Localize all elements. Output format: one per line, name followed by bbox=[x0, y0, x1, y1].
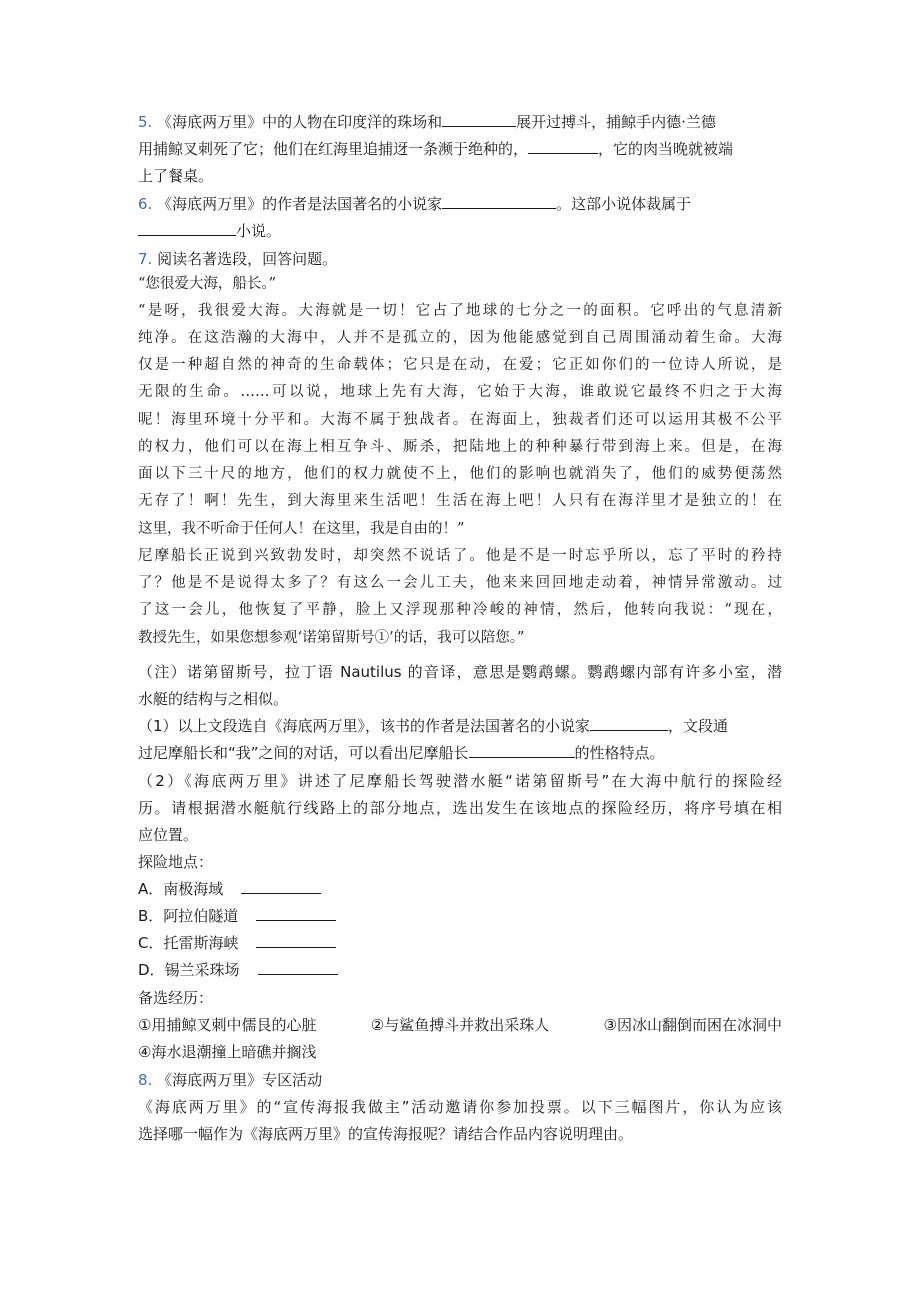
q7-sub2-line-2: 历。请根据潜水艇航行线路上的部分地点，选出发生在该地点的探险经历，将序号填在相 bbox=[138, 799, 782, 817]
place-label: D．锡兰采珠场 bbox=[138, 961, 240, 979]
q7-line-title bbox=[138, 246, 782, 273]
q5-text-1b: 展开过搏斗，捕鲸手内德·兰德 bbox=[516, 113, 716, 131]
q7-sub1-text-2a: 过尼摩船长和“我”之间的对话，可以看出尼摩船长 bbox=[138, 744, 469, 762]
q5-text-2a: 用捕鲸叉刺死了它；他们在红海里追捕迓一条濒于绝种的， bbox=[138, 140, 529, 158]
q5-line-3 bbox=[138, 163, 782, 190]
q7-passage-line: 这里，我不听命于任何人！在这里，我是自由的！” bbox=[138, 521, 465, 537]
options-row-2 bbox=[138, 1039, 782, 1066]
q5-number: 5. bbox=[138, 113, 153, 131]
q6-text-1a: 《海底两万里》的作者是法国著名的小说家 bbox=[157, 195, 443, 213]
q5-text-1a: 《海底两万里》中的人物在印度洋的珠场和 bbox=[157, 113, 443, 131]
q7-title: 阅读名著选段，回答问题。 bbox=[157, 250, 338, 268]
q6-number: 6. bbox=[138, 195, 153, 213]
q8-line-title bbox=[138, 1067, 782, 1094]
place-label: A．南极海域 bbox=[138, 880, 224, 898]
place-label: B．阿拉伯隧道 bbox=[138, 907, 239, 925]
q7-passage-line: 纯净。在这浩瀚的大海中，人并不是孤立的，因为他能感觉到自己周围涌动着生命。大海 bbox=[138, 330, 782, 346]
q7-number: 7. bbox=[138, 250, 153, 268]
q7-sub2-line-1: （2）《海底两万里》讲述了尼摩船长驾驶潜水艇“诺第留斯号”在大海中航行的探险经 bbox=[138, 772, 782, 790]
q6-text-2: 小说。 bbox=[236, 222, 282, 240]
q8-line-1: 《海底两万里》的“宣传海报我做主”活动邀请你参加投票。以下三幅图片，你认为应该 bbox=[138, 1098, 782, 1116]
place-item bbox=[138, 930, 782, 957]
q7-note-line-2: 水艇的结构与之相似。 bbox=[138, 690, 289, 708]
q6-line-2 bbox=[138, 218, 782, 245]
q5-text-2b: ，它的肉当晚就被端 bbox=[598, 140, 734, 158]
q7-passage-line: 的权力，他们可以在海上相互争斗、厮杀，把陆地上的种种暴行带到海上来。但是，在海 bbox=[138, 439, 782, 455]
q7-sub1-text-1a: （1）以上文段选自《海底两万里》，该书的作者是法国著名的小说家 bbox=[138, 717, 591, 735]
place-label: C．托雷斯海峡 bbox=[138, 934, 239, 952]
q7-sub1-line-1 bbox=[138, 713, 782, 740]
q7-passage-line: 尼摩船长正说到兴致勃发时，却突然不说话了。他是不是一时忘乎所以，忘了平时的矜持 bbox=[138, 548, 782, 564]
q7-passage-line: 无限的生命。……可以说，地球上先有大海，它始于大海，谁敢说它最终不归之于大海 bbox=[138, 384, 782, 400]
q6-blank-1[interactable] bbox=[442, 192, 556, 209]
q7-passage-line: 了？他是不是说得太多了？有这么一会儿工夫，他来来回回地走动着，神情异常激动。过 bbox=[138, 575, 782, 591]
q7-passage-line: “是呀，我很爱大海。大海就是一切！它占了地球的七分之一的面积。它呼出的气息清新 bbox=[138, 303, 782, 319]
option-item: ③因冰山翻倒而困在冰洞中 bbox=[603, 1016, 782, 1034]
q7-sub1-line-2 bbox=[138, 740, 782, 767]
q8-number: 8. bbox=[138, 1071, 153, 1089]
q7-passage-line: 教授先生，如果您想参观‘诺第留斯号①’的话，我可以陪您。” bbox=[138, 630, 525, 646]
place-answer-blank[interactable] bbox=[241, 877, 321, 894]
q5-text-3: 上了餐桌。 bbox=[138, 167, 214, 185]
options-row-1 bbox=[138, 1012, 782, 1039]
place-item bbox=[138, 957, 782, 984]
q7-passage-line: 仅是一种超自然的神奇的生命载体；它只是在动，在爱；它正如你们的一位诗人所说，是 bbox=[138, 357, 782, 373]
option-item: ④海水退潮撞上暗礁并搁浅 bbox=[138, 1043, 317, 1061]
options-label: 备选经历： bbox=[138, 989, 214, 1007]
place-answer-blank[interactable] bbox=[258, 958, 338, 975]
option-item: ①用捕鲸叉刺中儒艮的心脏 bbox=[138, 1016, 317, 1034]
q8-line-2: 选择哪一幅作为《海底两万里》的宣传海报呢？请结合作品内容说明理由。 bbox=[138, 1125, 634, 1143]
q8-title: 《海底两万里》专区活动 bbox=[157, 1071, 323, 1089]
place-item bbox=[138, 876, 782, 903]
q7-sub1-text-2b: 的性格特点。 bbox=[574, 744, 665, 762]
q7-passage-line: 了这一会儿，他恢复了平静，脸上又浮现那种冷峻的神情，然后，他转向我说：“现在， bbox=[138, 602, 782, 618]
q7-note-line-1: （注）诺第留斯号，拉丁语 Nautilus 的音译，意思是鹦鹉螺。鹦鹉螺内部有许多小室，潜 bbox=[138, 663, 782, 681]
q5-line-1 bbox=[138, 109, 782, 136]
place-answer-blank[interactable] bbox=[256, 931, 336, 948]
place-answer-blank[interactable] bbox=[256, 904, 336, 921]
q7-sub1-text-1b: ，文段通 bbox=[668, 717, 729, 735]
q6-line-1 bbox=[138, 191, 782, 218]
places-label: 探险地点： bbox=[138, 853, 214, 871]
q5-blank-2[interactable] bbox=[528, 137, 598, 154]
q6-blank-2[interactable] bbox=[138, 219, 236, 236]
q7-sub1-blank-1[interactable] bbox=[590, 714, 668, 731]
q7-sub2-line-3: 应位置。 bbox=[138, 826, 199, 844]
place-item bbox=[138, 903, 782, 930]
q5-blank-1[interactable] bbox=[442, 110, 516, 127]
q7-passage-line: 呢！海里环境十分平和。大海不属于独战者。在海面上，独裁者们还可以运用其极不公平 bbox=[138, 412, 782, 428]
q7-passage-line: 无存了！啊！先生，到大海里来生活吧！生活在海上吧！人只有在海洋里才是独立的！在 bbox=[138, 493, 782, 509]
q7-sub1-blank-2[interactable] bbox=[469, 741, 575, 758]
q7-passage-line: 面以下三十尺的地方，他们的权力就使不上，他们的影响也就消失了，他们的威势便荡然 bbox=[138, 466, 782, 482]
q6-text-1b: 。这部小说体裁属于 bbox=[556, 195, 692, 213]
option-item: ②与鲨鱼搏斗并救出采珠人 bbox=[370, 1016, 550, 1034]
q5-line-2 bbox=[138, 136, 782, 163]
q7-passage-line: “您很爱大海，船长。” bbox=[138, 276, 277, 292]
